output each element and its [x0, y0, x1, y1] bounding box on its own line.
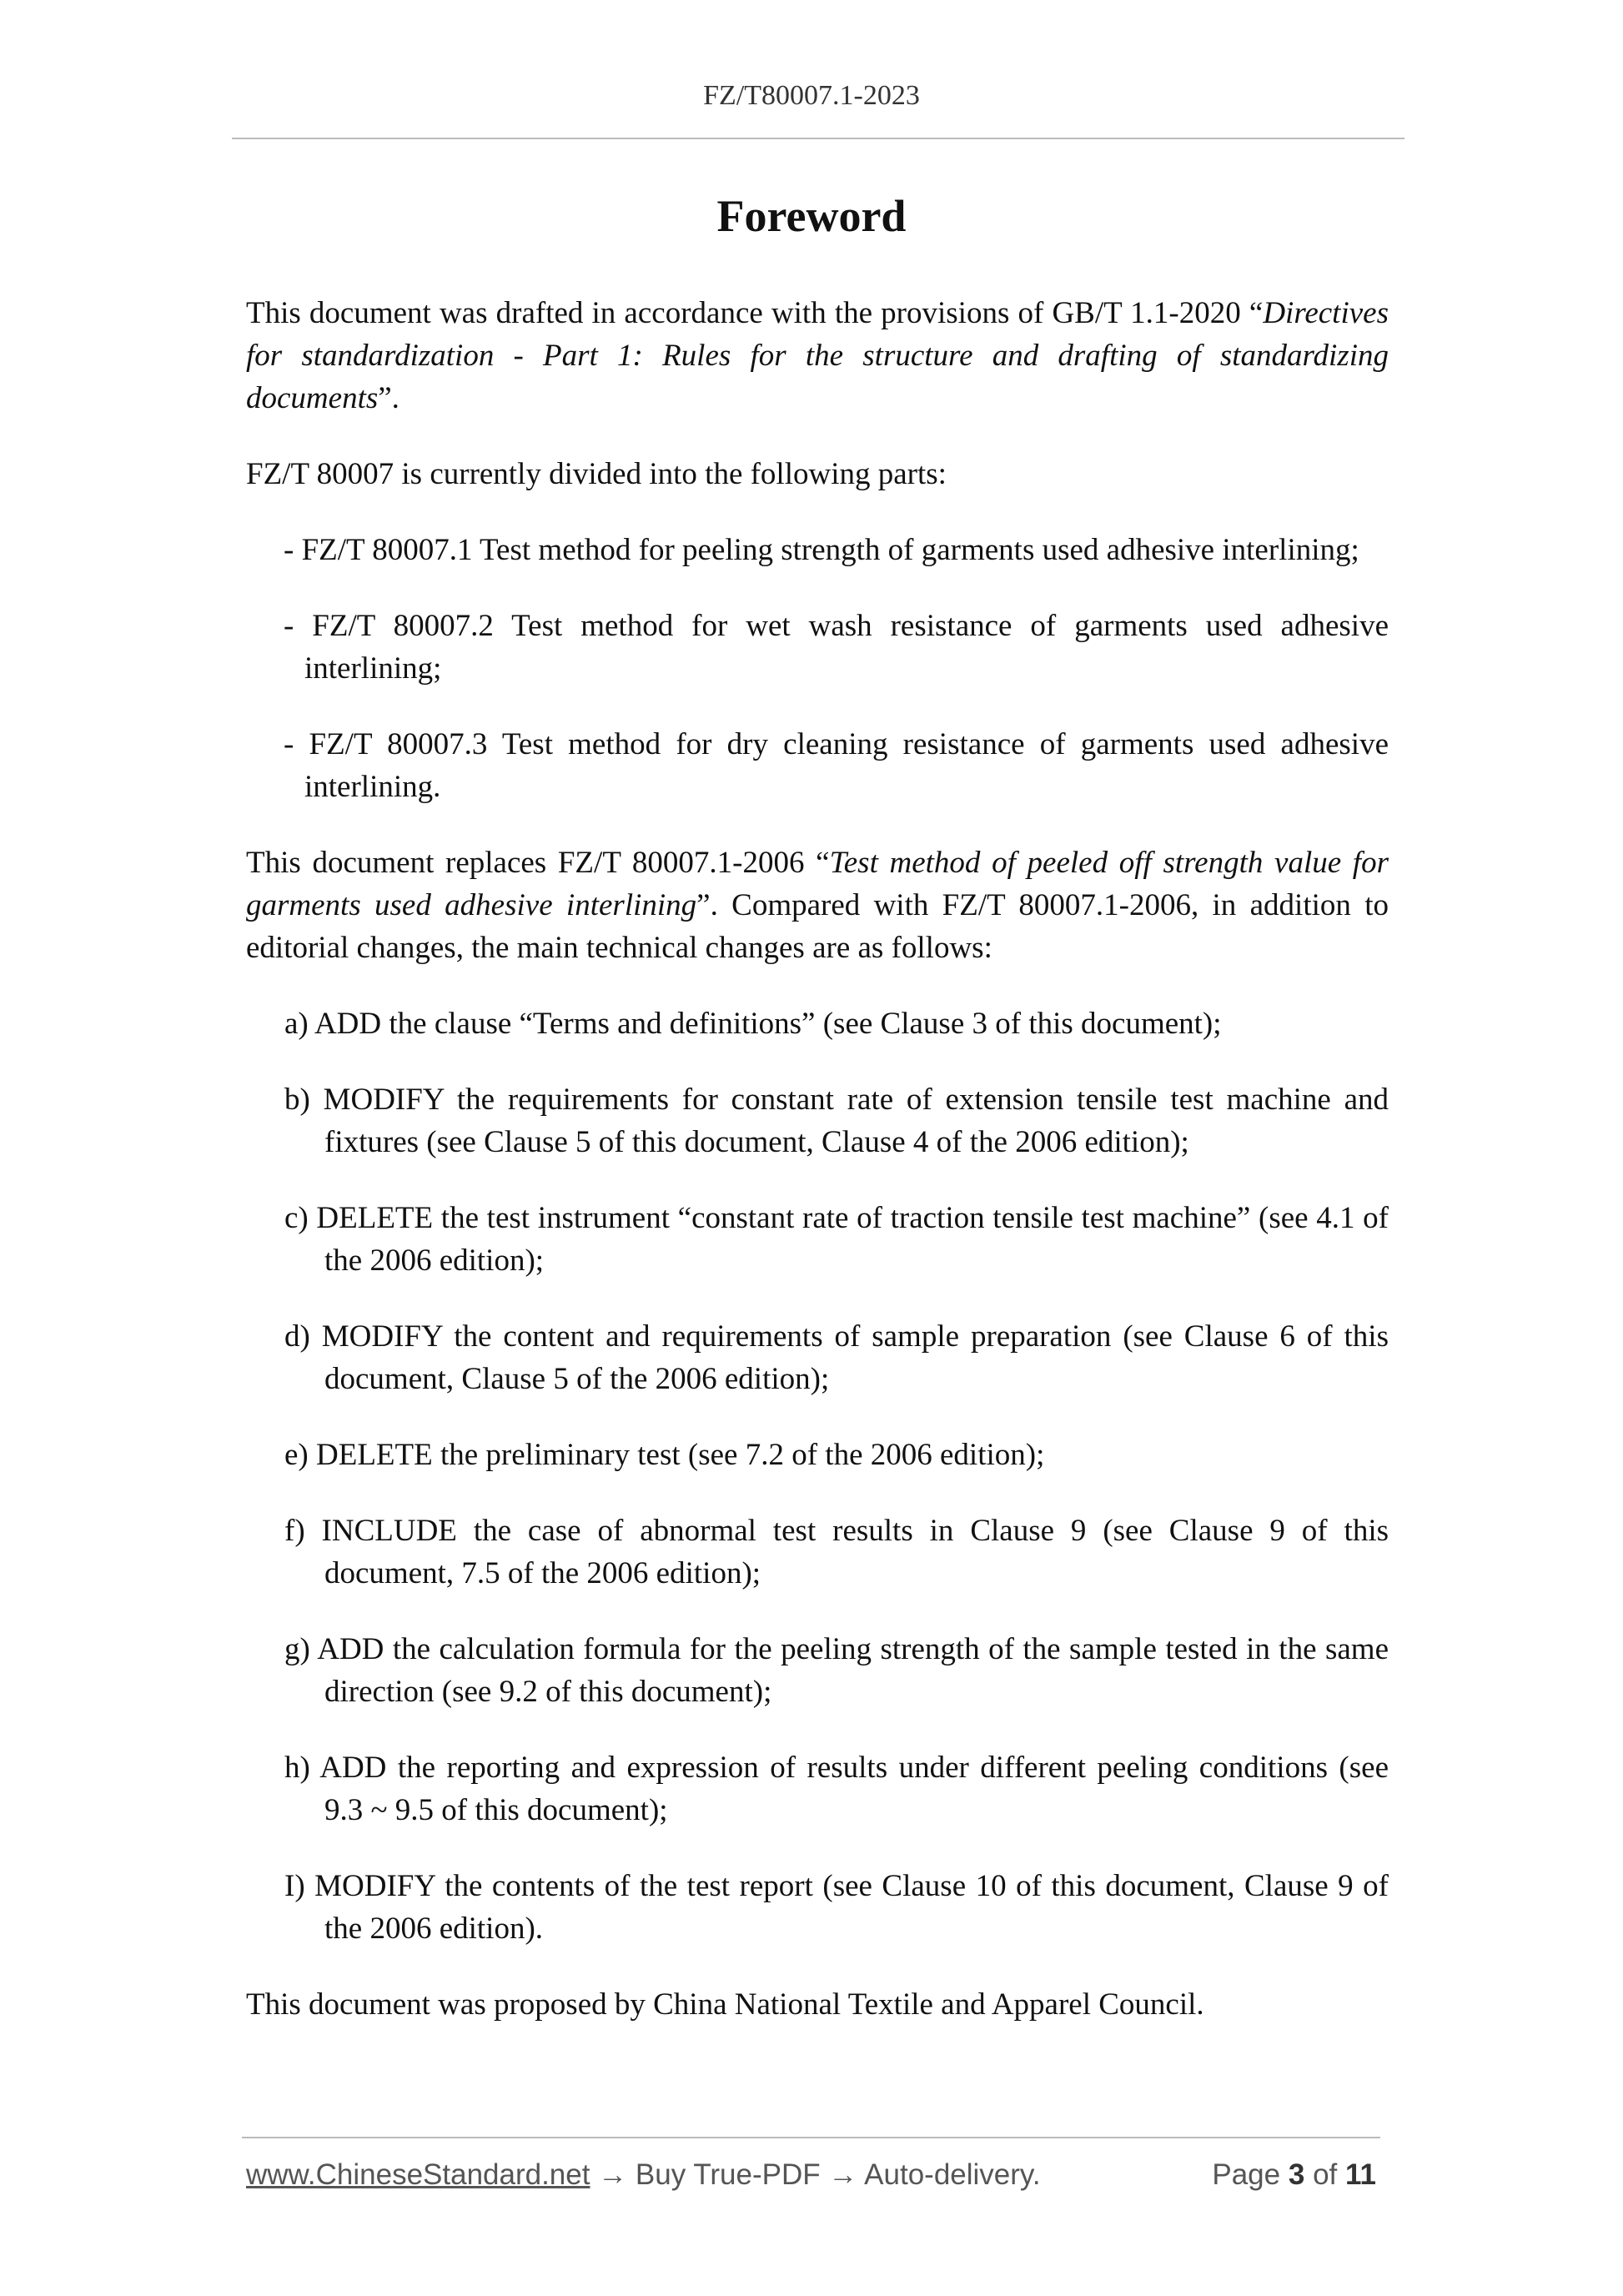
drafting-paragraph [246, 292, 1389, 420]
footer-divider [242, 2137, 1380, 2138]
drafting-text: This document was drafted in accordance with the provisions of GB/T 1.1-2020 “ [246, 296, 1264, 330]
replacement-paragraph [246, 842, 1389, 969]
document-body [246, 292, 1389, 2059]
part-item: - FZ/T 80007.2 Test method for wet wash resistance of garments used adhesive interlining; [284, 609, 1389, 686]
footer-tagline: → Buy True-PDF → Auto-delivery. [590, 2158, 1041, 2191]
drafting-directive-title: Directives for standardization - Part 1: Rules for the structure and drafting of standardizing documents [246, 296, 1389, 415]
replaced-standard-title: Test method of peeled off strength value for garments used adhesive interlining [246, 846, 1389, 922]
page-number: 3 [1288, 2158, 1305, 2191]
change-item: d) MODIFY the content and requirements of sample preparation (see Clause 6 of this document, Clause 5 of the 2006 edition); [284, 1319, 1389, 1396]
change-item: c) DELETE the test instrument “constant rate of traction tensile test machine” (see 4.1 of the 2006 edition); [284, 1201, 1389, 1278]
part-item: - FZ/T 80007.1 Test method for peeling strength of garments used adhesive interlining; [284, 533, 1359, 567]
page-footer [246, 2158, 1376, 2192]
change-item: e) DELETE the preliminary test (see 7.2 of the 2006 edition); [284, 1438, 1045, 1472]
change-item: b) MODIFY the requirements for constant rate of extension tensile test machine and fixtures (see Clause 5 of this document, Clause 4 of the 2006 edition); [284, 1083, 1389, 1159]
parts-intro: FZ/T 80007 is currently divided into the following parts: [246, 457, 947, 491]
change-item: I) MODIFY the contents of the test report (see Clause 10 of this document, Clause 9 of the 2006 edition). [284, 1869, 1389, 1946]
of-word: of [1313, 2158, 1338, 2191]
header-divider [232, 138, 1404, 139]
proposer-paragraph: This document was proposed by China National Textile and Apparel Council. [246, 1987, 1204, 2022]
document-code: FZ/T80007.1-2023 [703, 80, 920, 111]
website-link[interactable]: www.ChineseStandard.net [246, 2158, 590, 2191]
drafting-text-end: ”. [378, 381, 399, 415]
page-total: 11 [1345, 2158, 1376, 2191]
change-item: g) ADD the calculation formula for the peeling strength of the sample tested in the same direction (see 9.2 of this document); [284, 1632, 1389, 1709]
replacement-text: This document replaces FZ/T 80007.1-2006 “ [246, 846, 830, 880]
replacement-text-end: ”. Compared with FZ/T 80007.1-2006, in addition to editorial changes, the main technical changes are as follows: [246, 888, 1389, 965]
page-indicator [1212, 2158, 1376, 2192]
page-word: Page [1212, 2158, 1281, 2191]
change-item: a) ADD the clause “Terms and definitions” (see Clause 3 of this document); [284, 1007, 1222, 1041]
change-item: f) INCLUDE the case of abnormal test results in Clause 9 (see Clause 9 of this document, 7.5 of the 2006 edition); [284, 1514, 1389, 1590]
page-title: Foreword [716, 191, 907, 241]
change-item: h) ADD the reporting and expression of results under different peeling conditions (see 9.3 ~ 9.5 of this document); [284, 1751, 1389, 1827]
part-item: - FZ/T 80007.3 Test method for dry cleaning resistance of garments used adhesive interlining. [284, 727, 1389, 804]
